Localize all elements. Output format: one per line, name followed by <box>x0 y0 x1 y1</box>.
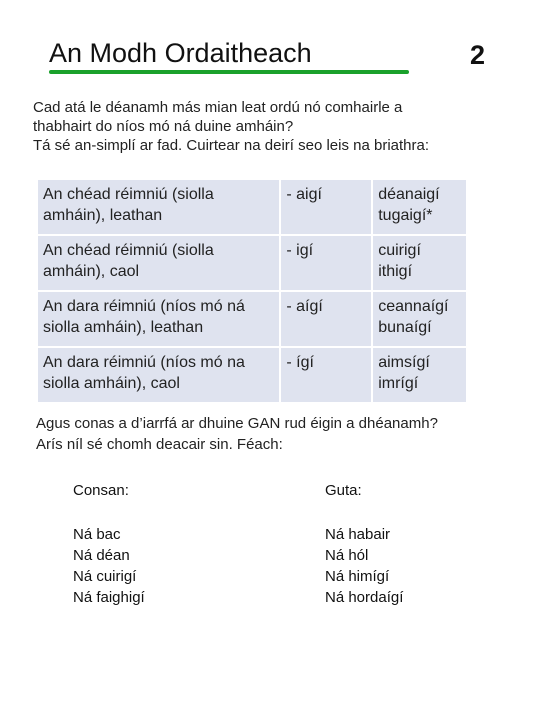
conjugation-cell: An dara réimniú (níos mó ná siolla amháin), leathan <box>38 292 279 346</box>
example-verb: aimsígí <box>378 354 430 371</box>
example-verb: ceannaígí <box>378 298 449 315</box>
list-item: Ná déan <box>73 547 130 564</box>
example-verb: bunaígí <box>378 319 432 336</box>
list-item: Ná faighigí <box>73 589 145 606</box>
example-verb: tugaigí* <box>378 207 433 224</box>
list-item: Ná habair <box>325 526 391 543</box>
ending-cell: - aigí <box>281 180 371 234</box>
title-underline <box>49 70 409 74</box>
question-line: Arís níl sé chomh deacair sin. Féach: <box>36 436 283 453</box>
list-item: Ná hól <box>325 547 369 564</box>
verb-endings-table <box>36 178 468 404</box>
list-item: Ná himígí <box>325 568 390 585</box>
list-item: Ná cuirigí <box>73 568 137 585</box>
intro-paragraph <box>33 98 523 155</box>
consonant-heading: Consan: <box>73 482 129 499</box>
consonant-examples <box>73 480 145 608</box>
example-verb: cuirigí <box>378 242 421 259</box>
table-row <box>38 180 466 234</box>
ending-cell: - ígí <box>281 348 371 402</box>
ending-cell: - aígí <box>281 292 371 346</box>
examples-cell <box>373 292 466 346</box>
conjugation-cell: An dara réimniú (níos mó na siolla amháin), caol <box>38 348 279 402</box>
example-verb: imrígí <box>378 375 419 392</box>
negative-question <box>36 413 526 455</box>
intro-line: Tá sé an-simplí ar fad. Cuirtear na deirí seo leis na briathra: <box>33 137 430 154</box>
example-verb: ithigí <box>378 263 413 280</box>
example-verb: déanaigí <box>378 186 440 203</box>
intro-line: thabhairt do níos mó ná duine amháin? <box>33 118 294 135</box>
page-title: An Modh Ordaitheach <box>49 38 312 68</box>
table-row <box>38 292 466 346</box>
table-row <box>38 348 466 402</box>
vowel-heading: Guta: <box>325 482 362 499</box>
conjugation-cell: An chéad réimniú (siolla amháin), caol <box>38 236 279 290</box>
conjugation-cell: An chéad réimniú (siolla amháin), leathan <box>38 180 279 234</box>
question-line: Agus conas a d’iarrfá ar dhuine GAN rud éigin a dhéanamh? <box>36 415 438 432</box>
ending-cell: - igí <box>281 236 371 290</box>
list-item: Ná bac <box>73 526 121 543</box>
examples-cell <box>373 180 466 234</box>
intro-line: Cad atá le déanamh más mian leat ordú nó comhairle a <box>33 99 403 116</box>
examples-cell <box>373 236 466 290</box>
examples-cell <box>373 348 466 402</box>
table-row <box>38 236 466 290</box>
list-item: Ná hordaígí <box>325 589 404 606</box>
vowel-examples <box>325 480 403 608</box>
page-number: 2 <box>470 40 486 70</box>
